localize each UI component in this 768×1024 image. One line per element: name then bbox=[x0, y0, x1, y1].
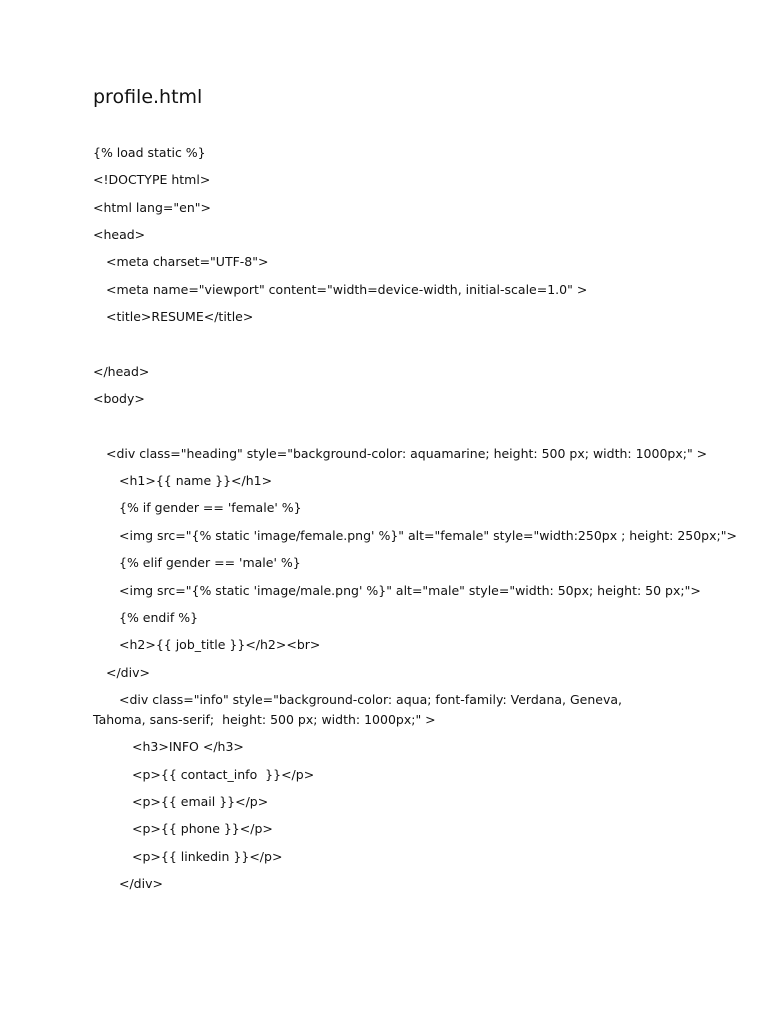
document-title: profile.html bbox=[93, 86, 203, 108]
code-line: <p>{{ linkedin }}</p> bbox=[132, 848, 283, 864]
code-line: <img src="{% static 'image/female.png' %}" alt="female" style="width:250px ; height: 250px;"> bbox=[119, 527, 737, 543]
code-line: </head> bbox=[93, 363, 150, 379]
code-line: <title>RESUME</title> bbox=[106, 309, 254, 325]
code-line: <meta charset="UTF-8"> bbox=[106, 254, 269, 270]
code-line: <head> bbox=[93, 227, 146, 243]
code-line: <p>{{ contact_info }}</p> bbox=[132, 766, 315, 782]
code-line: <h1>{{ name }}</h1> bbox=[119, 473, 273, 489]
code-line: </div> bbox=[106, 664, 150, 680]
code-listing bbox=[93, 143, 737, 901]
code-line: <h3>INFO </h3> bbox=[132, 739, 244, 755]
code-line: {% load static %} bbox=[93, 145, 206, 160]
code-line: <h2>{{ job_title }}</h2><br> bbox=[119, 637, 321, 653]
code-line: <html lang="en"> bbox=[93, 199, 211, 215]
code-line: <body> bbox=[93, 391, 145, 407]
blank-line bbox=[93, 416, 673, 443]
code-line: {% endif %} bbox=[119, 609, 199, 625]
code-line: {% elif gender == 'male' %} bbox=[119, 555, 301, 571]
code-line: <meta name="viewport" content="width=device-width, initial-scale=1.0" > bbox=[106, 281, 588, 297]
code-line: <div class="heading" style="background-color: aquamarine; height: 500 px; width: 1000px;" > bbox=[106, 445, 708, 461]
code-line: <img src="{% static 'image/male.png' %}" alt="male" style="width: 50px; height: 50 px;"> bbox=[119, 582, 701, 598]
code-line: <p>{{ email }}</p> bbox=[132, 793, 269, 809]
code-line: {% if gender == 'female' %} bbox=[119, 500, 302, 516]
code-line: <div class="info" style="background-color: aqua; font-family: Verdana, Geneva, Tahoma, sans-serif; height: 500 px; width: 1000px;" > bbox=[93, 691, 626, 727]
code-line: <!DOCTYPE html> bbox=[93, 172, 211, 188]
code-line: </div> bbox=[119, 875, 163, 891]
code-line: <p>{{ phone }}</p> bbox=[132, 821, 273, 837]
blank-line bbox=[93, 334, 673, 361]
